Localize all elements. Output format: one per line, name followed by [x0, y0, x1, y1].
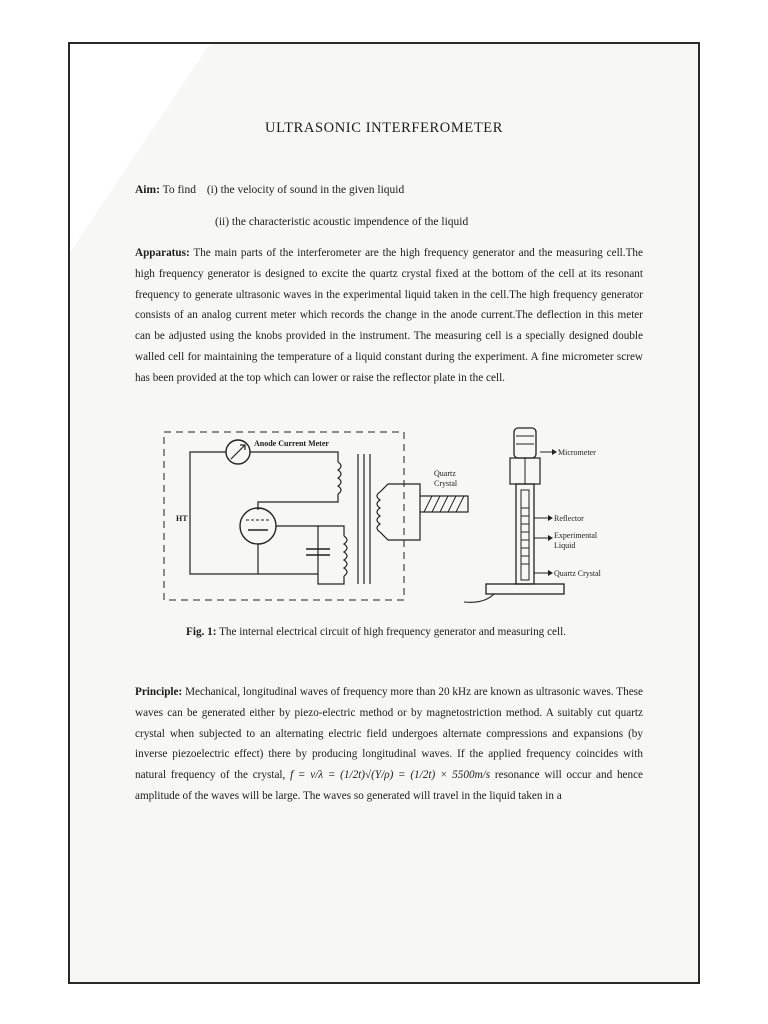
reflector-label: Reflector [554, 514, 584, 523]
aim-label: Aim: [135, 184, 160, 196]
caption-label: Fig. 1: [186, 626, 217, 638]
micrometer-label: Micrometer [558, 448, 596, 457]
anode-meter-label: Anode Current Meter [254, 439, 329, 448]
aim-item-2: (ii) the characteristic acoustic impendence of the liquid [215, 216, 469, 228]
vacuum-tube-symbol [240, 508, 276, 544]
quartz-bottom-label: Quartz Crystal [554, 569, 601, 578]
principle-label: Principle: [135, 686, 183, 698]
principle-text-1: Mechanical, longitudinal waves of frequency more than 20 kHz are known as ultrasonic waves. These waves can be generated either by piezo-electric method or by magnetostriction method. A suitably cut quartz crystal when subjected to an alternating electric field undergoes alternate compressions and expansions (by inverse piezoelectric effect) there by producing longitudinal waves. If the applied frequency coincides with natural frequency of the crystal, [135, 686, 643, 782]
cell-base [486, 584, 564, 594]
caption-text: The internal electrical circuit of high frequency generator and measuring cell. [219, 626, 567, 638]
quartz-label-2: Crystal [434, 479, 458, 488]
apparatus-paragraph [135, 243, 643, 389]
ht-label: HT [176, 514, 188, 523]
micrometer-symbol [514, 428, 536, 458]
apparatus-label: Apparatus: [135, 247, 190, 259]
experimental-label-2: Liquid [554, 541, 576, 550]
aim-item-1: (i) the velocity of sound in the given liquid [206, 184, 405, 196]
page-title: ULTRASONIC INTERFEROMETER [265, 120, 504, 136]
figure-caption [186, 626, 566, 638]
figure-diagram [158, 424, 620, 604]
experimental-label-1: Experimental [554, 531, 598, 540]
aim-line-1 [135, 184, 404, 196]
measuring-cell-symbol [516, 484, 534, 584]
aim-intro: To find [162, 184, 196, 196]
quartz-label-1: Quartz [434, 469, 456, 478]
principle-text-2: resonance will occur and hence amplitude of the waves will be large. The waves so generated will travel in the liquid taken in a [135, 769, 644, 802]
generator-enclosure [164, 432, 404, 600]
apparatus-text: The main parts of the interferometer are the high frequency generator and the measuring cell.The high frequency generator is designed to excite the quartz crystal fixed at the bottom of the cell at its resonant frequency to generate ultrasonic waves in the experimental liquid taken in the cell.The high frequency generator consists of an analog current meter which records the change in the anode current.The deflection in this meter can be adjusted using the knobs provided in the instrument. The measuring cell is a specially designed double walled cell for maintaining the temperature of a liquid constant during the experiment. A fine micrometer screw has been provided at the top which can lower or raise the reflector plate in the cell. [135, 247, 643, 384]
principle-paragraph [135, 682, 643, 807]
frequency-formula: f = v/λ = (1/2t)√(Y/ρ) = (1/2t) × 5500m/s [290, 769, 491, 782]
